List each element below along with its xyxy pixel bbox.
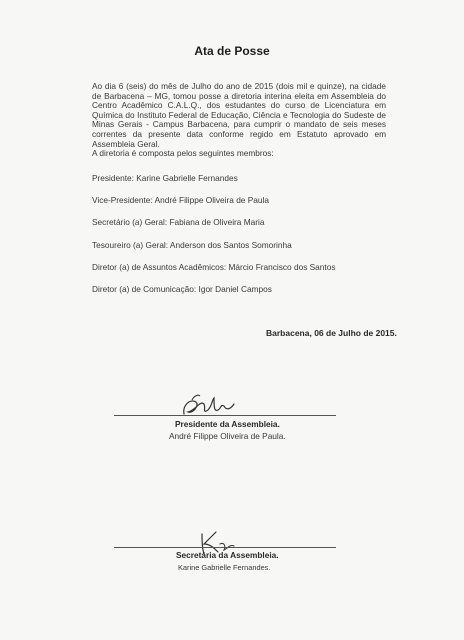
signature-name-secretary: Karine Gabrielle Fernandes. [178,563,271,572]
signature-line-president [114,415,336,416]
signature-name-president: André Filippe Oliveira de Paula. [169,431,286,441]
member-vice-president: Vice-Presidente: André Filippe Oliveira de Paula [92,195,269,205]
handwritten-signature-president [178,392,242,422]
document-body [92,82,386,159]
opening-paragraph: Ao dia 6 (seis) do mês de Julho do ano de 2015 (dois mil e quinze), na cidade de Barbacena – MG, tomou posse a diretoria interina eleita em Assembleia do Centro Acadêmico C.A.L.Q., dos estudantes do curso de Licenciatura em Química do Instituto Federal de Educação, Ciência e Tecnologia do Sudeste de Minas Gerais - Campus Barbacena, para cumprir o mandato de seis meses correntes da presente data conforme regido em Estatuto aprovado em Assembleia Geral. [92,81,386,149]
member-treasurer: Tesoureiro (a) Geral: Anderson dos Santos Somorinha [92,240,292,250]
member-president: Presidente: Karine Gabrielle Fernandes [92,173,238,183]
signature-role-secretary: Secretária da Assembleia. [176,550,279,560]
signature-line-secretary [114,547,336,548]
signature-role-president: Presidente da Assembleia. [175,419,280,429]
date-line: Barbacena, 06 de Julho de 2015. [266,328,397,338]
member-academic-director: Diretor (a) de Assuntos Acadêmicos: Márcio Francisco dos Santos [92,262,336,272]
document-title: Ata de Posse [194,44,270,58]
intro-line: A diretoria é composta pelos seguintes membros: [92,148,274,159]
member-communication-director: Diretor (a) de Comunicação: Igor Daniel Campos [92,284,272,294]
member-secretary: Secretário (a) Geral: Fabiana de Oliveira Maria [92,217,265,227]
